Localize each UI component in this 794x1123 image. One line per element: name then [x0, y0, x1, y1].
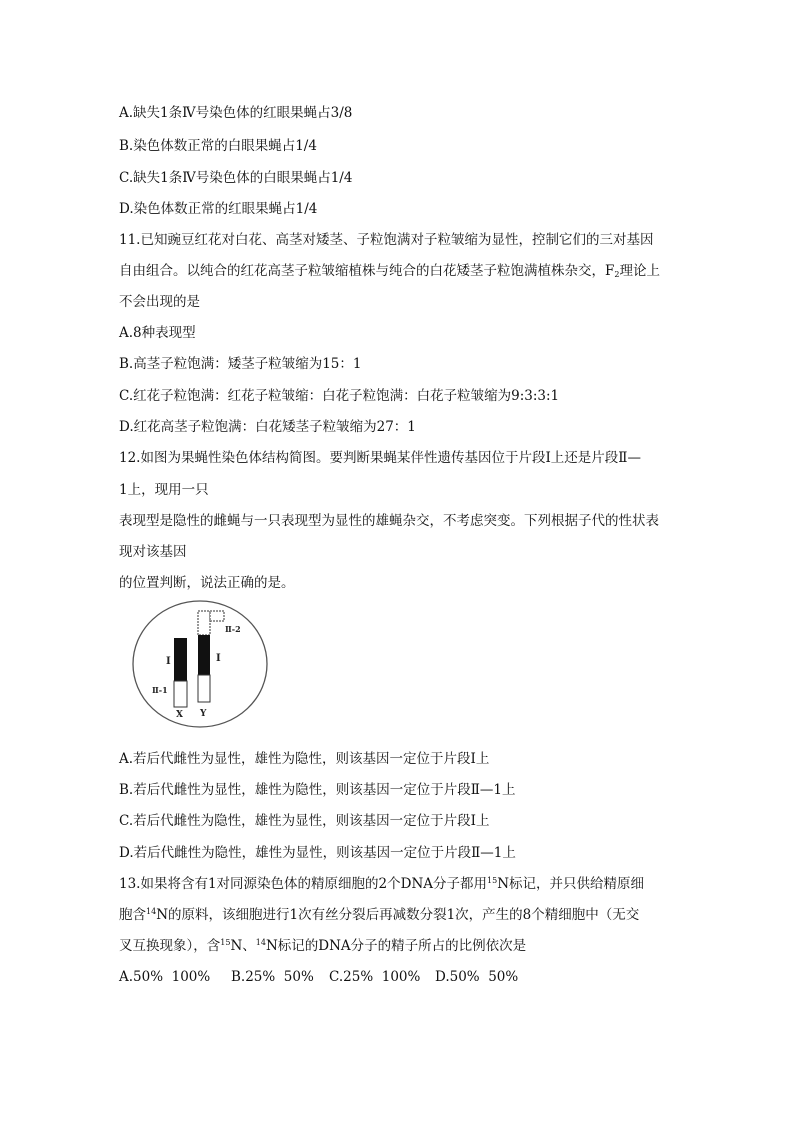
q13-option-a: A.50% 100%	[119, 969, 211, 985]
q12-option-d: D.若后代雌性为隐性，雄性为显性，则该基因一定位于片段Ⅱ—1上	[119, 845, 516, 861]
q12-stem-line2: 1上，现用一只	[119, 482, 209, 498]
q13-l3-post: N标记的DNA分子的精子所占的比例依次是	[265, 938, 527, 954]
q10-option-b: B.染色体数正常的白眼果蝇占1/4	[119, 138, 317, 154]
q10-option-a: A.缺失1条Ⅳ号染色体的红眼果蝇占3/8	[119, 105, 353, 121]
q13-stem-line3	[119, 936, 526, 956]
q11-f2-subscript: 2	[614, 270, 620, 279]
q13-stem-line2	[119, 905, 639, 925]
q13-option-b: B.25% 50%	[231, 969, 314, 985]
q13-l2-sup: 14	[146, 907, 157, 916]
label-ii1: Ⅱ-1	[152, 685, 168, 695]
q11-stem-line1: 11.已知豌豆红花对白花、高茎对矮茎、子粒饱满对子粒皱缩为显性，控制它们的三对基因	[119, 232, 654, 248]
q13-option-d: D.50% 50%	[435, 969, 519, 985]
q11-option-c: C.红花子粒饱满：红花子粒皱缩：白花子粒饱满：白花子粒皱缩为9:3:3:1	[119, 388, 560, 404]
q13-l2-post: N的原料，该细胞进行1次有丝分裂后再减数分裂1次，产生的8个精细胞中（无交	[156, 907, 640, 923]
sex-chromosome-diagram	[130, 598, 270, 730]
y-chromosome-segment-ii2-arm	[210, 611, 224, 621]
q13-l1-post: N标记，并只供给精原细	[497, 876, 645, 892]
q11-stem-line2-pre: 自由组合。以纯合的红花高茎子粒皱缩植株与纯合的白花矮茎子粒饱满植株杂交，F	[119, 263, 615, 279]
q11-stem-line2-post: 理论上	[619, 263, 660, 279]
q13-option-c: C.25% 100%	[329, 969, 421, 985]
q12-option-a: A.若后代雌性为显性，雄性为隐性，则该基因一定位于片段Ⅰ上	[119, 751, 490, 767]
q12-option-c: C.若后代雌性为隐性，雄性为显性，则该基因一定位于片段Ⅰ上	[119, 813, 490, 829]
q13-l2-pre: 胞含	[119, 907, 146, 923]
y-chromosome-segment-i	[198, 635, 210, 675]
label-ii2: Ⅱ-2	[225, 624, 241, 634]
q13-l1-sup: 15	[487, 876, 498, 885]
q11-stem-line2	[119, 261, 660, 281]
x-chromosome-segment-i	[174, 638, 187, 681]
label-x: X	[176, 710, 183, 720]
y-chromosome-lower	[198, 675, 210, 702]
label-i-left: Ⅰ	[166, 656, 171, 667]
q13-l1-pre: 13.如果将含有1对同源染色体的精原细胞的2个DNA分子都用	[119, 876, 488, 892]
q13-l3-mid: N、	[230, 938, 256, 954]
q11-stem-line3: 不会出现的是	[119, 294, 200, 310]
q11-option-a: A.8种表现型	[119, 325, 196, 341]
q13-stem-line1	[119, 874, 644, 894]
q13-l3-pre: 叉互换现象），含	[119, 938, 221, 954]
q12-option-b: B.若后代雌性为显性，雄性为隐性，则该基因一定位于片段Ⅱ—1上	[119, 782, 516, 798]
q13-l3-sup1: 15	[220, 938, 231, 947]
q13-l3-sup2: 14	[255, 938, 266, 947]
y-chromosome-segment-ii2-upper	[198, 611, 210, 635]
sex-chromosome-svg	[130, 598, 270, 730]
q10-option-c: C.缺失1条Ⅳ号染色体的白眼果蝇占1/4	[119, 170, 353, 186]
q12-stem-line5: 的位置判断，说法正确的是。	[119, 575, 295, 591]
q12-stem-line1: 12.如图为果蝇性染色体结构简图。要判断果蝇某伴性遗传基因位于片段Ⅰ上还是片段Ⅱ—	[119, 450, 641, 466]
q12-stem-line4: 现对该基因	[119, 544, 187, 560]
x-chromosome-segment-ii1	[174, 681, 187, 707]
q11-option-d: D.红花高茎子粒饱满：白花矮茎子粒皱缩为27：1	[119, 419, 416, 435]
q12-stem-line3: 表现型是隐性的雌蝇与一只表现型为显性的雄蝇杂交，不考虑突变。下列根据子代的性状表	[119, 513, 659, 529]
q11-option-b: B.高茎子粒饱满：矮茎子粒皱缩为15：1	[119, 356, 362, 372]
q10-option-d: D.染色体数正常的红眼果蝇占1/4	[119, 201, 318, 217]
label-i-right: Ⅰ	[216, 653, 221, 664]
label-y: Y	[200, 709, 207, 719]
q13-options	[119, 967, 518, 987]
